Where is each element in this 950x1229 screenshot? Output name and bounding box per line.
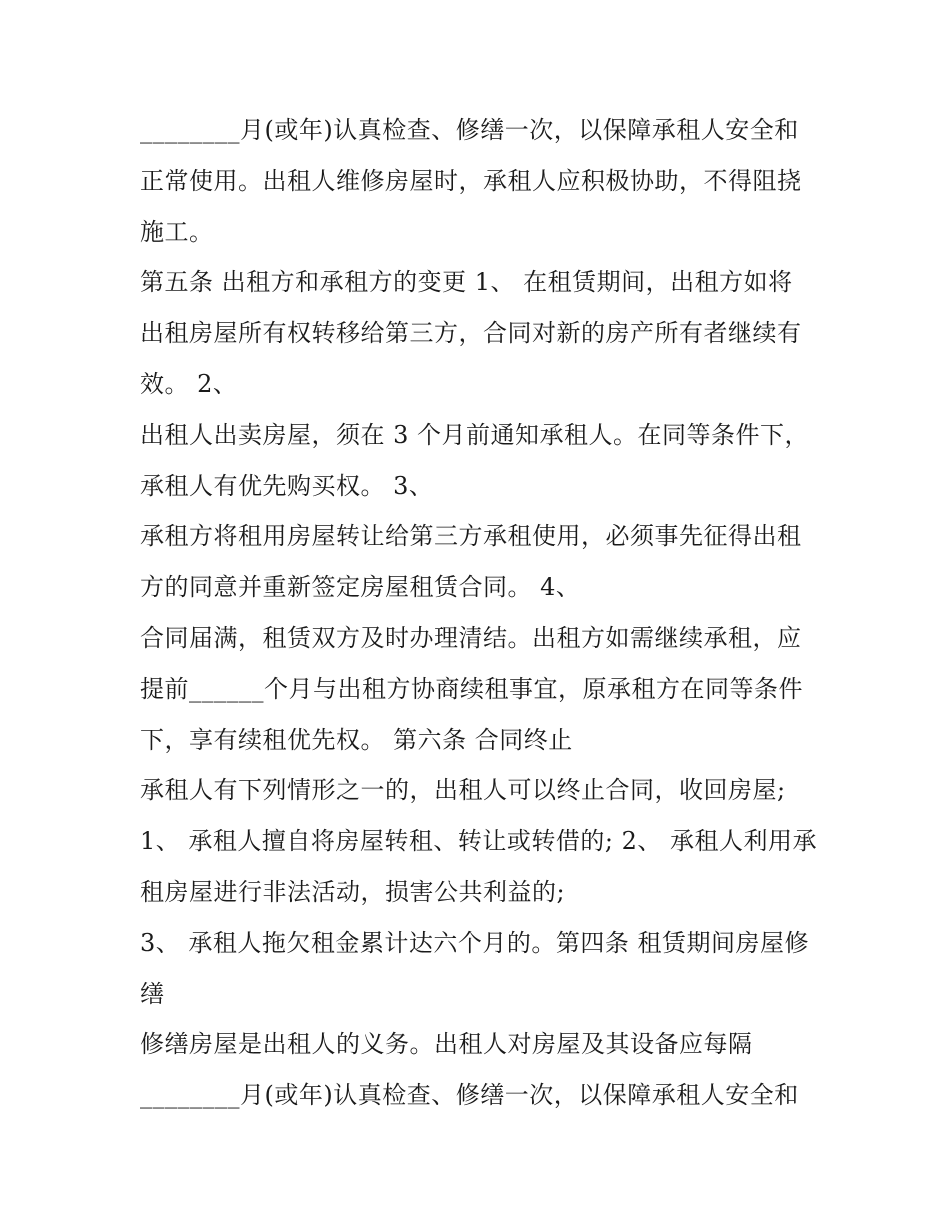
text-line: 3、 承租人拖欠租金累计达六个月的。第四条 租赁期间房屋修 — [140, 928, 810, 957]
text-line: ________月(或年)认真检查、修缮一次，以保障承租人安全和 — [140, 116, 799, 144]
text-line: 第五条 出租方和承租方的变更 1、 在租赁期间，出租方如将 — [140, 268, 793, 297]
text-line: 修缮房屋是出租人的义务。出租人对房屋及其设备应每隔 — [140, 1030, 753, 1059]
text-line: 合同届满，租赁双方及时办理清结。出租方如需继续承租，应 — [140, 623, 802, 652]
text-line: 提前______个月与出租方协商续租事宜，原承租方在同等条件 — [140, 674, 803, 703]
text-line: 承租人有下列情形之一的，出租人可以终止合同，收回房屋; — [140, 776, 786, 805]
text-line: 施工。 — [140, 217, 214, 246]
text-line: 承租方将租用房屋转让给第三方承租使用，必须事先征得出租 — [140, 522, 802, 551]
text-line: 1、 承租人擅自将房屋转租、转让或转借的; 2、 承租人利用承 — [140, 827, 818, 856]
text-line: 缮 — [140, 979, 165, 1008]
text-line: 租房屋进行非法活动，损害公共利益的; — [140, 877, 566, 906]
text-line: ________月(或年)认真检查、修缮一次，以保障承租人安全和 — [140, 1081, 799, 1110]
text-line: 方的同意并重新签定房屋租赁合同。 4、 — [140, 573, 581, 602]
text-line: 承租人有优先购买权。 3、 — [140, 471, 434, 500]
text-line: 正常使用。出租人维修房屋时，承租人应积极协助，不得阻挠 — [140, 166, 802, 195]
text-line: 出租房屋所有权转移给第三方，合同对新的房产所有者继续有 — [140, 319, 802, 348]
contract-text-body — [140, 105, 840, 1121]
text-line: 下，享有续租优先权。 第六条 合同终止 — [140, 725, 573, 754]
text-line: 效。 2、 — [140, 369, 238, 398]
text-line: 出租人出卖房屋，须在 3 个月前通知承租人。在同等条件下， — [140, 420, 810, 449]
